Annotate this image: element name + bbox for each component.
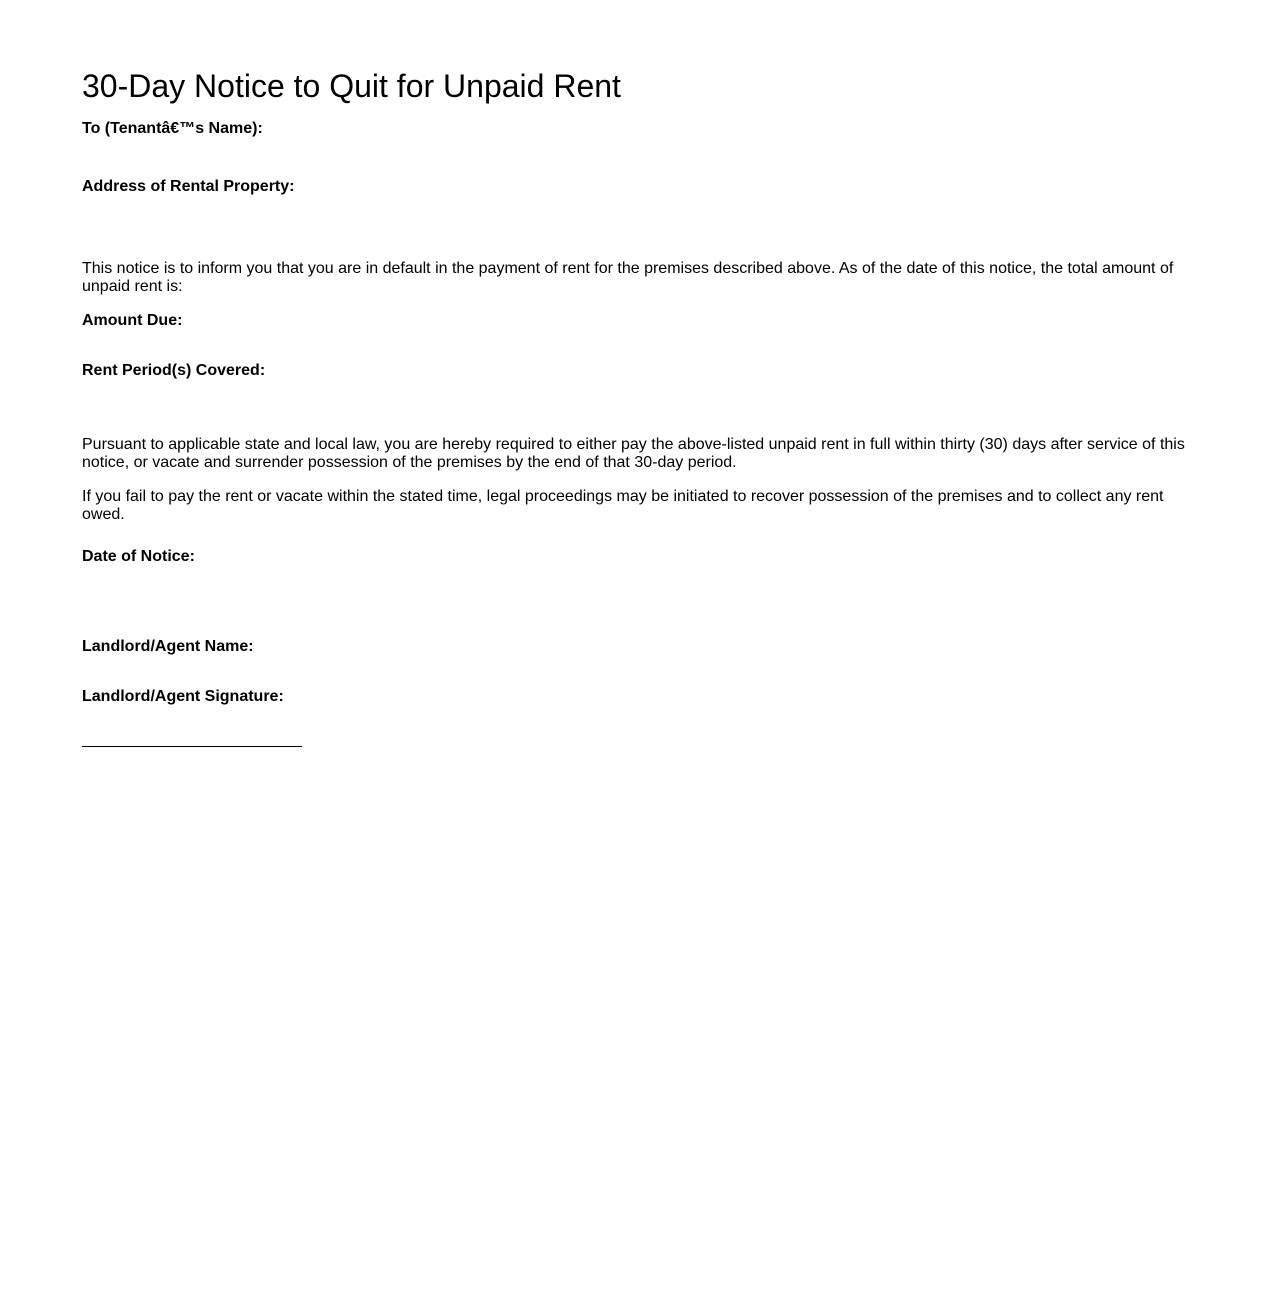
amount-due-label: Amount Due: (82, 312, 183, 329)
rent-period-label: Rent Period(s) Covered: (82, 362, 266, 379)
pursuant-paragraph: Pursuant to applicable state and local law, you are hereby required to either pay the above-listed unpaid rent in full within thirty (30) days after service of this notice, or vacate and surrender possession of the premises by the end of that 30-day period. (82, 436, 1185, 471)
date-of-notice-label: Date of Notice: (82, 548, 195, 565)
page-title: 30-Day Notice to Quit for Unpaid Rent (82, 68, 621, 104)
landlord-signature-label: Landlord/Agent Signature: (82, 688, 284, 705)
default-paragraph: This notice is to inform you that you are in default in the payment of rent for the premises described above. As of the date of this notice, the total amount of unpaid rent is: (82, 260, 1174, 295)
address-label: Address of Rental Property: (82, 178, 295, 195)
landlord-name-label: Landlord/Agent Name: (82, 638, 254, 655)
tenant-name-label: To (Tenantâ€™s Name): (82, 120, 263, 137)
signature-line (82, 746, 302, 747)
failure-paragraph: If you fail to pay the rent or vacate within the stated time, legal proceedings may be initiated to recover possession of the premises and to collect any rent owed. (82, 488, 1164, 523)
